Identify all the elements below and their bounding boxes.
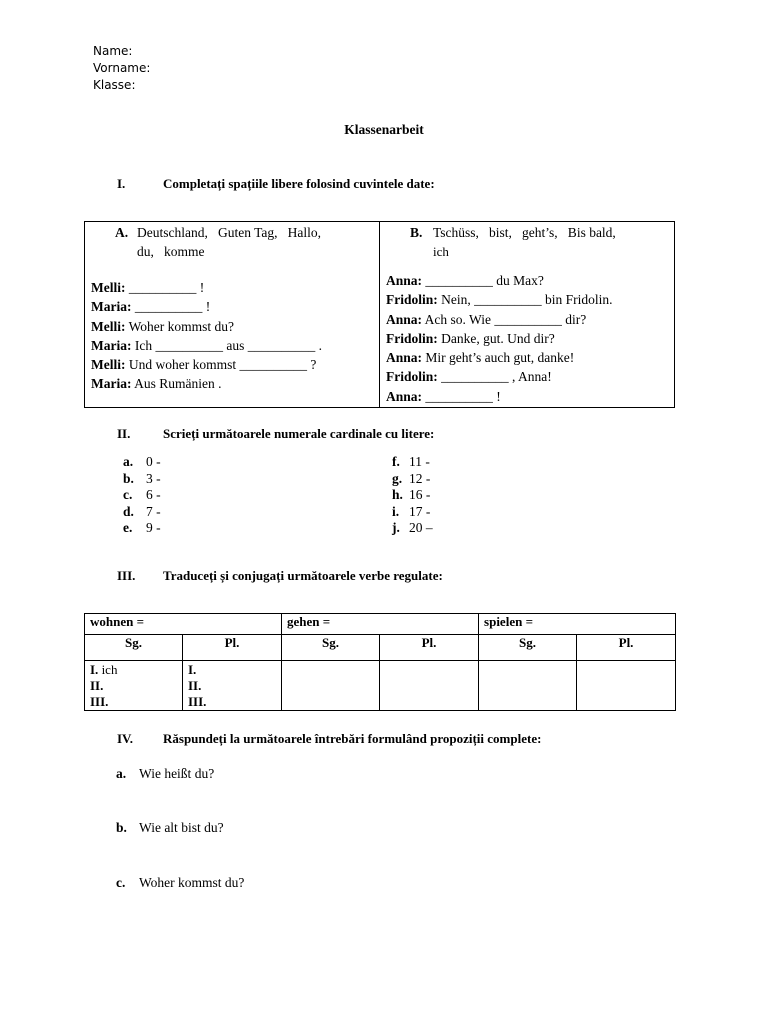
speaker: Melli:: [91, 357, 126, 373]
word-bank-a: [115, 223, 361, 261]
section-instruction: Scrieți următoarele numerale cardinale cu litere:: [163, 426, 435, 441]
box-divider: [379, 222, 380, 407]
dialogue-a: [91, 278, 322, 394]
sg-cell[interactable]: [282, 661, 380, 711]
speaker: Fridolin:: [386, 369, 438, 385]
list-item: [123, 454, 161, 471]
question-text: Woher kommst du?: [139, 875, 245, 890]
item-letter: g.: [392, 470, 403, 486]
item-value: 17 -: [409, 503, 431, 519]
section-number: IV.: [117, 731, 134, 746]
person-label: III.: [188, 694, 207, 709]
numeral-list-left: [123, 454, 161, 537]
dialogue-text: Ach so. Wie __________ dir?: [422, 311, 587, 327]
pl-cell[interactable]: [183, 661, 282, 711]
klasse-label: Klasse:: [93, 78, 136, 92]
item-letter: d.: [123, 503, 134, 519]
sg-header: Sg.: [282, 635, 380, 661]
sg-header: Sg.: [479, 635, 577, 661]
pl-header: Pl.: [183, 635, 282, 661]
dialogue-line: [386, 348, 613, 367]
section-2-heading: [117, 426, 677, 444]
person-label: II.: [90, 678, 104, 693]
word-bank-b-line1: Tschüss, bist, geht’s, Bis bald,: [433, 225, 616, 240]
item-value: 0 -: [146, 454, 161, 469]
pl-header: Pl.: [577, 635, 676, 661]
question-letter: c.: [116, 875, 126, 890]
item-letter: f.: [392, 454, 400, 469]
conjugation-table: [84, 613, 676, 711]
dialogue-text: Aus Rumänien .: [131, 376, 222, 392]
section-number: III.: [117, 568, 136, 583]
word-bank-b: [410, 223, 658, 261]
section-3-heading: [117, 568, 677, 586]
pl-cell[interactable]: [380, 661, 479, 711]
pl-cell[interactable]: [577, 661, 676, 711]
section-instruction: Completați spațiile libere folosind cuvintele date:: [163, 176, 435, 191]
word-bank-a-line1: Deutschland, Guten Tag, Hallo,: [137, 225, 322, 240]
name-label: Name:: [93, 44, 133, 58]
section-number: II.: [117, 426, 131, 441]
list-item: [392, 487, 433, 504]
list-item: [123, 471, 161, 488]
item-letter: e.: [123, 520, 133, 536]
dialogue-text: __________ !: [422, 388, 501, 404]
speaker: Melli:: [91, 280, 126, 295]
question-text: Wie alt bist du?: [139, 820, 224, 835]
box-a-letter: A.: [115, 225, 129, 240]
dialogue-text: __________ , Anna!: [437, 369, 552, 385]
item-letter: h.: [392, 487, 403, 503]
sg-cell[interactable]: [85, 661, 183, 711]
dialogue-text: __________ !: [131, 299, 211, 315]
dialogue-line: [91, 297, 322, 316]
item-letter: a.: [123, 454, 134, 469]
sg-header: Sg.: [85, 635, 183, 661]
person-label: II.: [188, 678, 202, 693]
item-value: 7 -: [146, 503, 161, 519]
pl-header: Pl.: [380, 635, 479, 661]
vorname-label: Vorname:: [93, 61, 151, 75]
dialogue-line: [386, 367, 613, 386]
item-letter: i.: [392, 503, 400, 519]
speaker: Anna:: [386, 273, 423, 288]
sg-cell[interactable]: [479, 661, 577, 711]
box-b-letter: B.: [410, 225, 423, 240]
item-value: 9 -: [146, 520, 161, 536]
word-bank-b-line2: ich: [433, 244, 449, 259]
dialogue-line: [386, 387, 613, 406]
speaker: Anna:: [386, 388, 423, 404]
dialogue-text: __________ du Max?: [422, 273, 544, 288]
dialogue-line: [91, 336, 322, 355]
item-letter: c.: [123, 487, 133, 503]
dialogue-b: [386, 271, 613, 406]
dialogue-line: [91, 317, 322, 336]
list-item: [123, 487, 161, 504]
dialogue-text: __________ !: [125, 280, 205, 295]
dialogue-line: [91, 374, 322, 393]
dialogue-line: [91, 355, 322, 374]
question-b: [116, 820, 224, 836]
page-title: Klassenarbeit: [344, 122, 424, 137]
list-item: [392, 471, 433, 488]
list-item: [392, 504, 433, 521]
section-instruction: Traduceți și conjugați următoarele verbe regulate:: [163, 568, 443, 583]
section-4-heading: [117, 731, 677, 749]
person-label: I.: [90, 662, 99, 677]
dialogue-text: Woher kommst du?: [125, 318, 235, 334]
dialogue-text: Mir geht’s auch gut, danke!: [422, 350, 575, 366]
dialogue-text: Ich __________ aus __________ .: [131, 337, 322, 353]
question-text: Wie heißt du?: [139, 766, 215, 781]
speaker: Anna:: [386, 311, 423, 327]
verb-header: wohnen =: [85, 614, 282, 635]
pronoun: ich: [101, 662, 118, 677]
item-value: 6 -: [146, 487, 161, 503]
question-a: [116, 766, 214, 782]
question-c: [116, 875, 244, 891]
item-value: 3 -: [146, 470, 161, 486]
dialogue-line: [91, 278, 322, 297]
section-instruction: Răspundeți la următoarele întrebări formulând propoziții complete:: [163, 731, 542, 746]
speaker: Maria:: [91, 376, 132, 392]
verb-header: spielen =: [479, 614, 676, 635]
item-value: 11 -: [409, 454, 430, 469]
question-letter: a.: [116, 766, 127, 781]
list-item: [392, 520, 433, 537]
dialogue-line: [386, 290, 613, 309]
item-letter: j.: [392, 520, 400, 536]
speaker: Fridolin:: [386, 292, 438, 308]
speaker: Fridolin:: [386, 330, 438, 346]
dialogue-text: Nein, __________ bin Fridolin.: [437, 292, 613, 308]
item-value: 12 -: [409, 470, 431, 486]
person-label: III.: [90, 694, 109, 709]
dialogue-text: Danke, gut. Und dir?: [437, 330, 555, 346]
dialogue-text: Und woher kommst __________ ?: [125, 357, 317, 373]
speaker: Anna:: [386, 350, 423, 366]
section-number: I.: [117, 176, 126, 191]
dialogue-box: [84, 221, 675, 408]
verb-header: gehen =: [282, 614, 479, 635]
item-value: 20 –: [409, 520, 433, 536]
numeral-list-right: [392, 454, 433, 537]
list-item: [123, 504, 161, 521]
question-letter: b.: [116, 820, 127, 835]
list-item: [392, 454, 433, 471]
section-1-heading: [117, 176, 677, 194]
dialogue-line: [386, 310, 613, 329]
person-label: I.: [188, 662, 197, 677]
dialogue-line: [386, 329, 613, 348]
list-item: [123, 520, 161, 537]
speaker: Melli:: [91, 318, 126, 334]
word-bank-a-line2: du, komme: [137, 244, 205, 259]
item-value: 16 -: [409, 487, 431, 503]
speaker: Maria:: [91, 299, 132, 315]
dialogue-line: [386, 271, 613, 290]
speaker: Maria:: [91, 337, 132, 353]
item-letter: b.: [123, 470, 134, 486]
